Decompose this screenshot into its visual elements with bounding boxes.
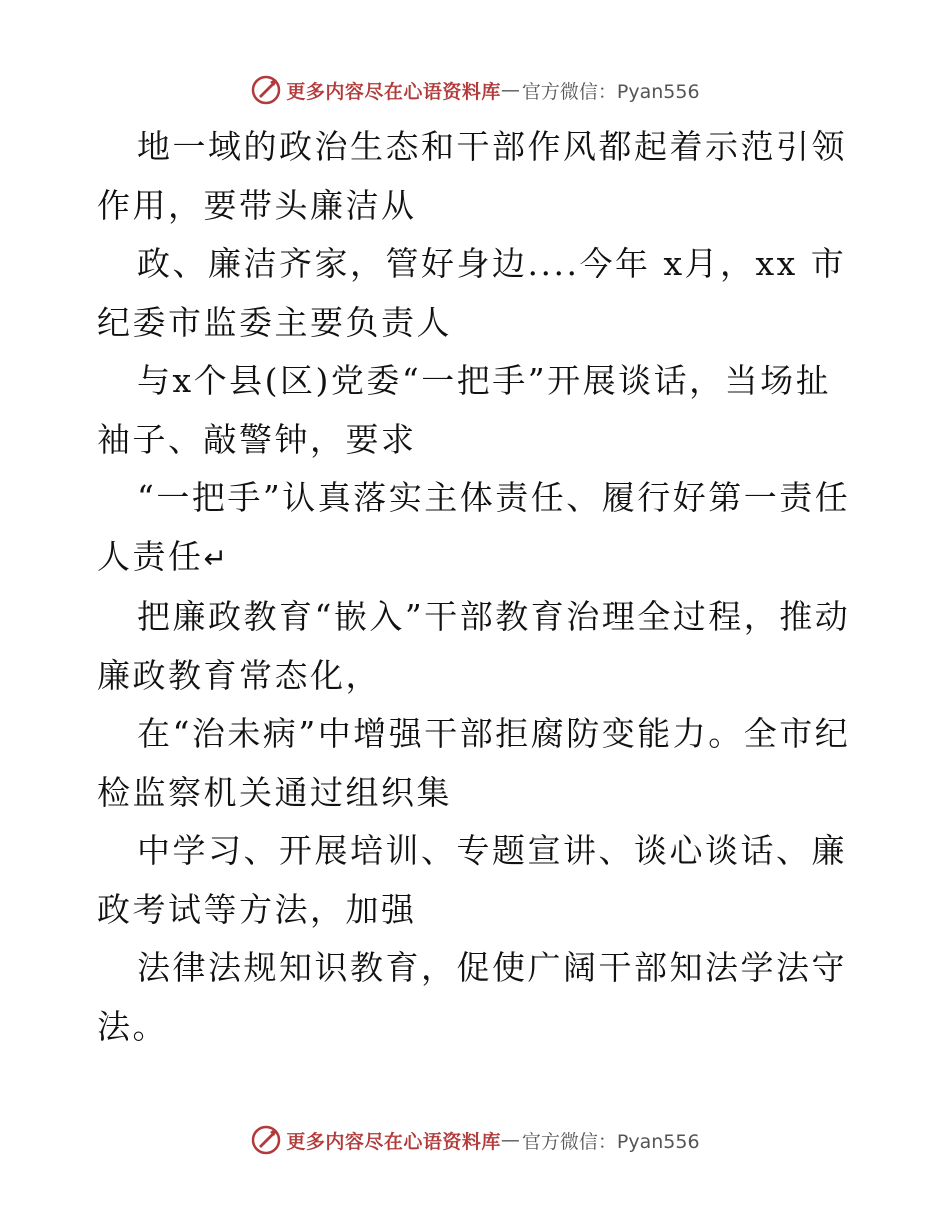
return-mark-icon: ↵ [203, 541, 230, 575]
header-separator: — [500, 79, 520, 101]
paragraph-5: 把廉政教育“嵌入”干部教育治理全过程，推动廉政教育常态化， [97, 597, 851, 695]
paragraph-4-text: “一把手”认真落实主体责任、履行好第一责任人责任 [97, 478, 851, 576]
page-footer-watermark [0, 1120, 950, 1160]
paragraph-4 [97, 469, 853, 588]
footer-separator: — [500, 1129, 520, 1151]
paragraph-7: 中学习、开展培训、专题宣讲、谈心谈话、廉政考试等方法，加强 [97, 831, 847, 929]
brand-logo-icon [250, 1124, 282, 1156]
brand-logo-icon [250, 74, 282, 106]
document-body [97, 118, 853, 1056]
paragraph-8: 法律法规知识教育，促使广阔干部知法学法守法。 [97, 948, 847, 1046]
header-brand-text: 更多内容尽在心语资料库 [286, 80, 501, 103]
footer-wechat-text: 官方微信：Pyan556 [521, 1130, 700, 1153]
footer-brand-text: 更多内容尽在心语资料库 [286, 1130, 501, 1153]
header-wechat-text: 官方微信：Pyan556 [521, 80, 700, 103]
paragraph-3: 与x个县(区)党委“一把手”开展谈话，当场扯袖子、敲警钟，要求 [97, 361, 832, 459]
paragraph-2: 政、廉洁齐家，管好身边....今年 x月，xx 市纪委市监委主要负责人 [97, 244, 847, 342]
page-header-watermark [0, 70, 950, 110]
paragraph-1: 地一域的政治生态和干部作风都起着示范引领作用，要带头廉洁从 [97, 127, 847, 225]
paragraph-6: 在“治未病”中增强干部拒腐防变能力。全市纪检监察机关通过组织集 [97, 714, 851, 812]
